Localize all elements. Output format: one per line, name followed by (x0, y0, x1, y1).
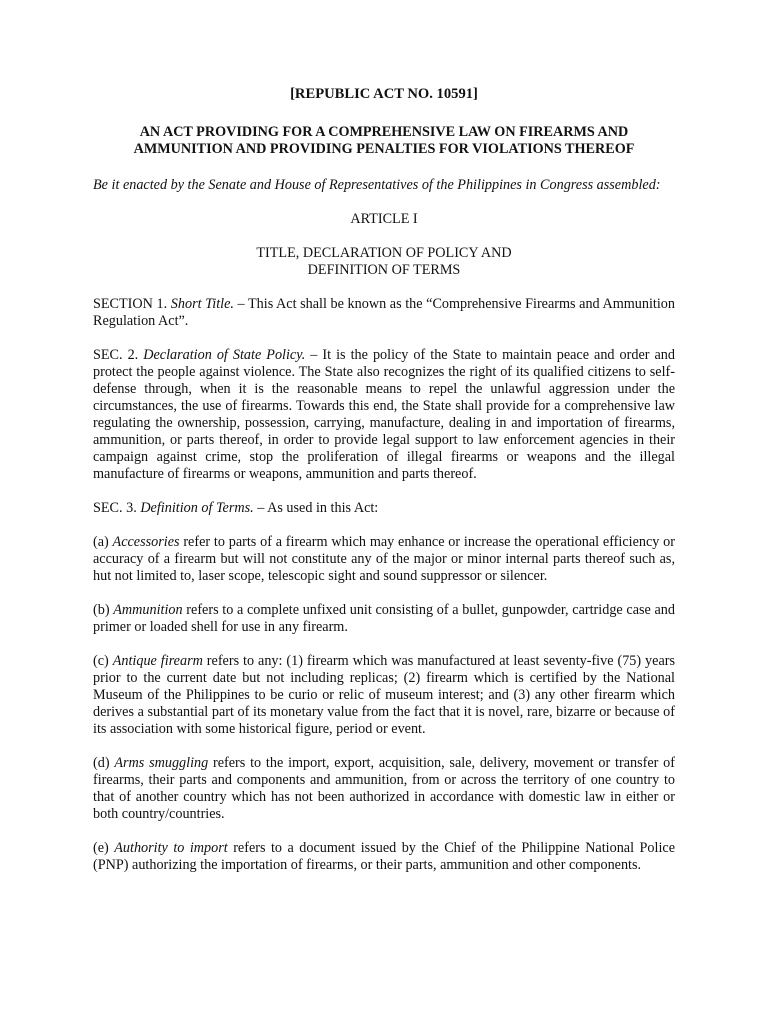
definition-c-body: refers to any: (1) firearm which was manufactured at least seventy-five (75) years prior to the current date but not including replicas; (2) firearm which is certified by the National Museum of the Philippines to be curio or relic of museum interest; and (3) any other firearm which derives a substantial part of its monetary value from the fact that it is novel, rare, bizarre or because of its association with some historical figure, period or event. (93, 653, 675, 737)
definition-d (93, 755, 675, 823)
section-3 (93, 500, 675, 517)
definition-b (93, 602, 675, 636)
section-2-term: Declaration of State Policy. (143, 347, 306, 363)
definition-c-prefix: (c) (93, 653, 113, 669)
section-1-term: Short Title. (170, 296, 234, 312)
definition-b-term: Ammunition (113, 602, 183, 618)
act-title (93, 124, 675, 158)
definition-a (93, 534, 675, 585)
definition-a-prefix: (a) (93, 534, 113, 550)
section-3-prefix: SEC. 3. (93, 500, 141, 516)
definition-e-prefix: (e) (93, 840, 115, 856)
definition-a-term: Accessories (112, 534, 180, 550)
act-title-line-2: AMMUNITION AND PROVIDING PENALTIES FOR VIOLATIONS THEREOF (133, 141, 635, 157)
definition-a-body: refer to parts of a firearm which may enhance or increase the operational efficiency or accuracy of a firearm but will not constitute any of the major or minor internal parts thereof such as, hut not limited to, laser scope, telescopic sight and sound suppressor or silencer. (93, 534, 675, 584)
section-2-prefix: SEC. 2. (93, 347, 144, 363)
article-heading (93, 245, 675, 279)
definition-e (93, 840, 675, 874)
section-1-body: – This Act shall be known as the “Comprehensive Firearms and Ammunition Regulation Act”. (93, 296, 675, 329)
definition-e-term: Authority to import (114, 840, 228, 856)
act-number: [REPUBLIC ACT NO. 10591] (290, 86, 478, 102)
definition-c (93, 653, 675, 738)
article-label: ARTICLE I (350, 211, 418, 227)
section-3-body: – As used in this Act: (253, 500, 379, 516)
definition-b-prefix: (b) (93, 602, 114, 618)
section-2-body: – It is the policy of the State to maintain peace and order and protect the people against violence. The State also recognizes the right of its qualified citizens to self-defense through, when it is the reasonable means to repel the unlawful aggression under the circumstances, the use of firearms. Towards this end, the State shall provide for a comprehensive law regulating the ownership, possession, carrying, manufacture, dealing in and importation of firearms, ammunition, or parts thereof, in order to provide legal support to law enforcement agencies in their campaign against crime, stop the proliferation of illegal firearms or weapons and the illegal manufacture of firearms or weapons, ammunition and parts thereof. (93, 347, 675, 482)
definition-d-body: refers to the import, export, acquisition, sale, delivery, movement or transfer of firearms, their parts and components and ammunition, from or across the territory of one country to that of another country which has not been authorized in accordance with domestic law in either or both country/countries. (93, 755, 675, 822)
definition-e-body: refers to a document issued by the Chief of the Philippine National Police (PNP) authorizing the importation of firearms, or their parts, ammunition and other components. (93, 840, 675, 873)
definition-d-term: Arms smuggling (114, 755, 209, 771)
section-3-term: Definition of Terms. (140, 500, 254, 516)
act-title-line-1: AN ACT PROVIDING FOR A COMPREHENSIVE LAW ON FIREARMS AND (139, 124, 629, 140)
article-heading-line-1: TITLE, DECLARATION OF POLICY AND (256, 245, 512, 261)
definition-b-body: refers to a complete unfixed unit consisting of a bullet, gunpowder, cartridge case and primer or loaded shell for use in any firearm. (93, 602, 675, 635)
enacting-clause: Be it enacted by the Senate and House of Representatives of the Philippines in Congress assembled: (93, 177, 661, 193)
section-1-prefix: SECTION 1. (93, 296, 171, 312)
section-2 (93, 347, 675, 483)
definition-c-term: Antique firearm (112, 653, 203, 669)
article-heading-line-2: DEFINITION OF TERMS (307, 262, 461, 278)
section-1 (93, 296, 675, 330)
definition-d-prefix: (d) (93, 755, 115, 771)
